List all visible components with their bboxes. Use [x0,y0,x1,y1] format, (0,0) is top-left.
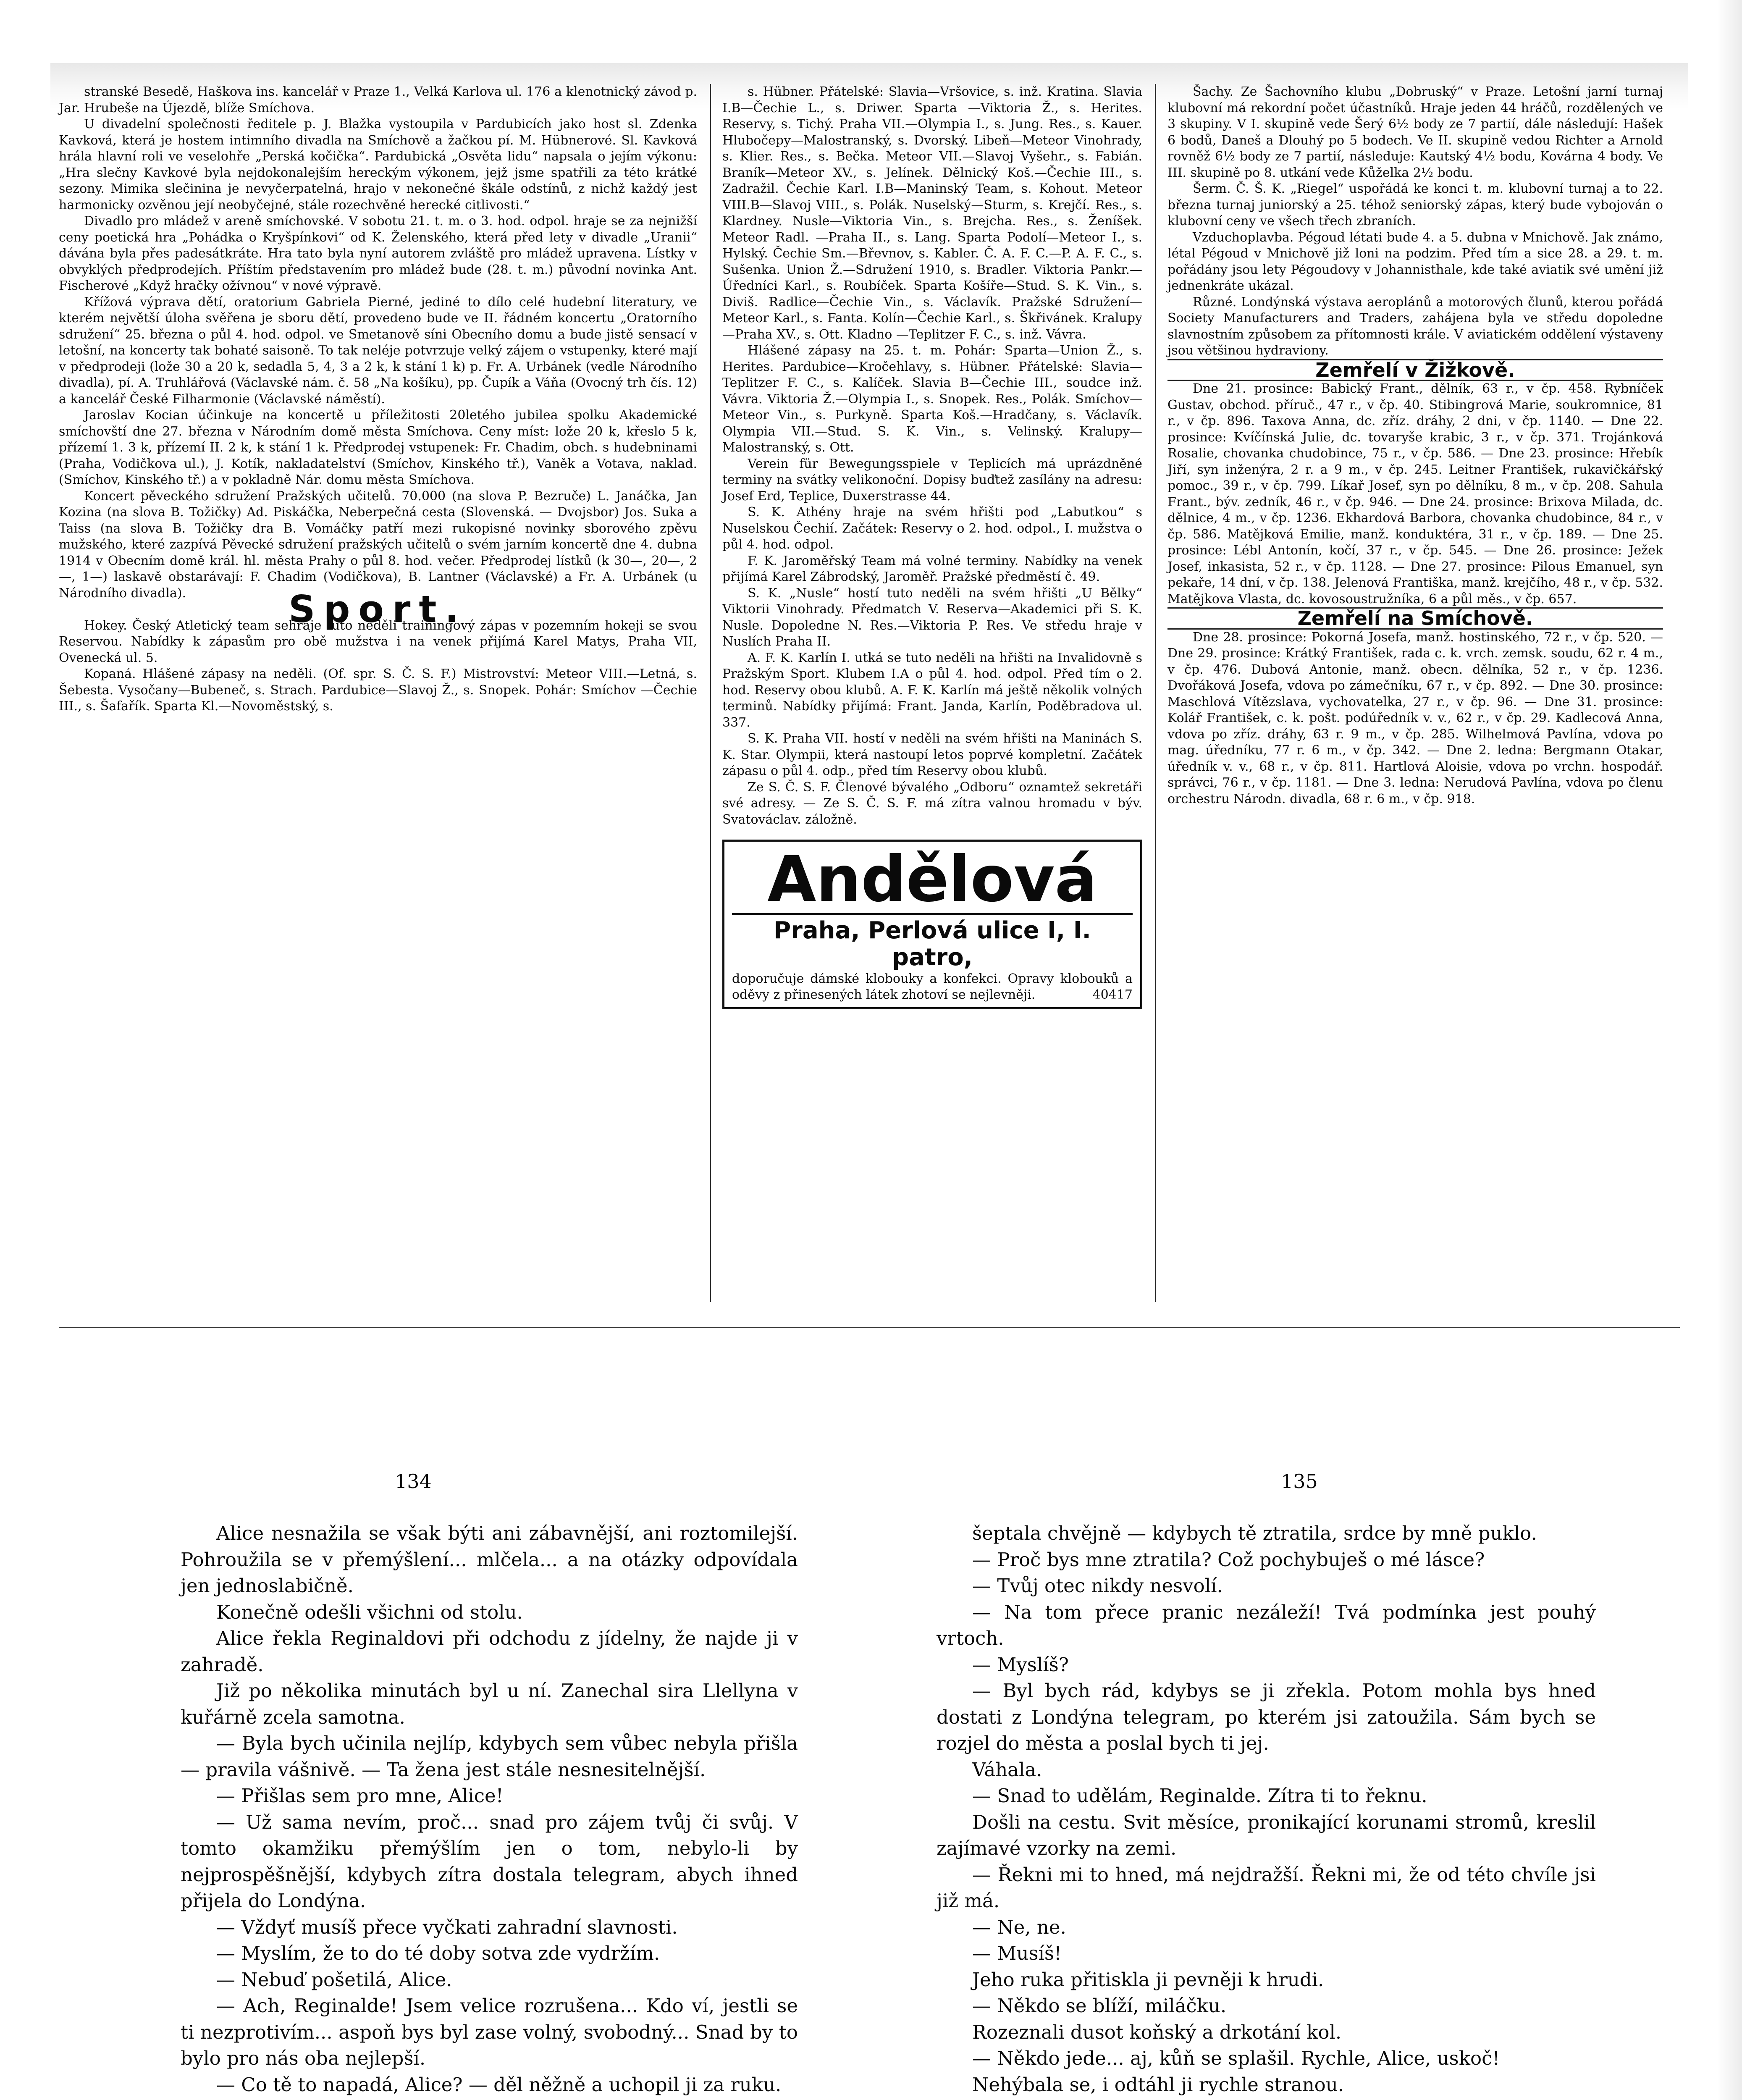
news-paragraph: Hokey. Český Atletický team sehraje tuto neděli trainingový zápas v pozemním hokeji se svou Reservou. Nabídky k zápasům pro obě mužstva i na venek přijímá Karel Matys, Praha VII, Ovenecká ul. 5. [59,618,697,665]
novel-paragraph: — Někdo jede... aj, kůň se splašil. Rychle, Alice, uskoč! [972,2047,1500,2069]
news-paragraph: Dne 28. prosince: Pokorná Josefa, manž. hostinského, 72 r., v čp. 520. — Dne 29. prosince: Krátký František, rada c. k. vrch. zemsk. soudu, 62 r. 4 m., v čp. 476. Dubová Antonie, manž. obecn. dělníka, 52 r., v čp. 1236. Dvořáková Josefa, vdova po zámečníku, 67 r., v čp. 892. — Dne 30. prosince: Maschlová Vítězslava, vychovatelka, 27 r., v čp. 96. — Dne 31. prosince: Kolář František, c. k. pošt. podúředník v. v., 62 r., v čp. 29. Kadlecová Anna, vdova po zříz. dráhy, 63 r. 9 m., v čp. 285. Wilhelmová Pavlína, vdova po mag. úředníku, 77 r. 6 m., v čp. 342. — Dne 2. ledna: Bergmann Otakar, úředník v. v., 68 r., v čp. 811. Hartlová Aloisie, vdova po vrchn. hospodář. správci, 76 r., v čp. 1181. — Dne 3. ledna: Nerudová Pavlína, vdova po členu orchestru Národn. divadla, 68 r. 6 m., v čp. 918. [1167,630,1663,806]
news-paragraph: S. K. „Nusle“ hostí tuto neděli na svém hřišti „U Bělky“ Viktorii Vinohrady. Předmatch V. Reserva—Akademici při S. K. Nusle. Dopoledne N. Res.—Viktoria P. Res. Ve středu hraje v Nuslích Praha II. [722,585,1142,649]
novel-page-left [181,1520,798,2100]
novel-paragraph: Konečně odešli všichni od stolu. [216,1601,523,1623]
news-paragraph: Různé. Londýnská výstava aeroplánů a motorových člunů, kterou pořádá Society Manufacturers and Traders, zahájena byla ve středu dopoledne slavnostním způsobem za přítomnosti krále. V aviatickém oddělení výstaveny jsou většinou hydraviony. [1167,294,1663,358]
novel-paragraph: — Přišlas sem pro mne, Alice! [216,1785,504,1807]
novel-paragraph: — Byla bych učinila nejlíp, kdybych sem vůbec nebyla přišla — pravila vášnivě. — Ta žena jest stále nesnesitelnější. [181,1732,798,1781]
news-paragraph: Ze S. Č. S. F. Členové bývalého „Odboru“ oznamtež sekretáři své adresy. — Ze S. Č. S. F. má zítra valnou hromadu v býv. Svatováclav. záložně. [722,780,1142,827]
novel-paragraph: — Byl bych rád, kdybys se ji zřekla. Potom mohla bys hned dostati z Londýna telegram, po kterém jsi zatoužila. Sám bych se rozjel do města a poslal bych ti jej. [937,1680,1596,1754]
news-paragraph: stranské Besedě, Haškova ins. kancelář v Praze 1., Velká Karlova ul. 176 a klenotnický závod p. Jar. Hrubeše na Újezdě, blíže Smíchova. [59,84,697,116]
novel-paragraph: — Řekni mi to hned, má nejdražší. Řekni mi, že od této chvíle jsi již má. [937,1863,1596,1912]
news-paragraph: A. F. K. Karlín I. utká se tuto neděli na hřišti na Invalidovně s Pražským Sport. Klubem I.A o půl 4. hod. odpol. Před tím o 2. hod. Reservy obou klubů. A. F. K. Karlín má ještě několik volných terminů. Nabídky přijímá: Frant. Janda, Karlín, Poděbradova ul. 337. [722,650,1142,730]
news-paragraph: Křížová výprava dětí, oratorium Gabriela Pierné, jediné to dílo celé hudební literatury, ve kterém největší úloha svěřena je sboru dětí, provedeno bude ve II. řádném koncertu „Oratorního sdružení“ 25. března o půl 4. hod. odpol. ve Smetanově síni Obecního domu a bude jistě sensací v letošní, na koncerty tak bohaté saisoně. To tak neléje potvrzuje velký zájem o vstupenky, které mají v předprodeji (lože 30 a 20 k, sedadla 5, 4, 3 a 2 k, k stání 1 k) p. Fr. A. Urbánek (vedle Národního divadla), pí. A. Truhlářová (Václavské nám. č. 58 „Na košíku), pp. Čupík a Váňa (Ovocný trh čís. 12) a kancelář České Filharmonie (Václavské náměstí). [59,294,697,407]
ad-body [732,971,1133,1003]
ad-brand-name: Andělová [767,843,1097,916]
news-paragraph: Divadlo pro mládež v areně smíchovské. V sobotu 21. t. m. o 3. hod. odpol. hraje se za nejnižší ceny poetická hra „Pohádka o Kryšpínkovi“ od K. Želenského, která před lety v divadle „Uranii“ dávána byla přes padesátkráte. Hra tato byla nyní autorem zvláště pro mládež upravena. Lístky v obvyklých předprodejích. Příštím představením pro mládež bude (28. t. m.) původní novinka Ant. Fischerové „Když hračky ožívnou“ v nové výpravě. [59,214,697,293]
page-number-left: 134 [395,1470,432,1493]
novel-paragraph: — Co tě to napadá, Alice? — děl něžně a uchopil ji za ruku. [216,2073,782,2096]
novel-paragraph: — Tvůj otec nikdy nesvolí. [972,1575,1223,1597]
novel-paragraph: Rozeznali dusot koňský a drkotání kol. [972,2021,1342,2043]
novel-paragraph: Alice nesnažila se však býti ani zábavnější, ani roztomilejší. Pohroužila se v přemýšlení... mlčela... a na otázky odpovídala jen jednoslabičně. [181,1522,798,1597]
news-paragraph: Vzduchoplavba. Pégoud létati bude 4. a 5. dubna v Mnichově. Jak známo, létal Pégoud v Mnichově již loni na podzim. Před tím a sice 28. a 29. t. m. pořádány jsou lety Pégoudovy v Johannisthale, kde také aviatik své umění již jednenkráte ukázal. [1167,230,1663,293]
novel-paragraph: Již po několika minutách byl u ní. Zanechal sira Llellyna v kuřárně zcela samotna. [181,1680,798,1728]
section-heading-deaths: Zemřelí na Smíchově. [1167,607,1663,630]
ad-text: doporučuje dámské klobouky a konfekci. Opravy klobouků a oděvy z přinesených látek zhotoví se nejlevněji. [732,971,1133,1002]
news-paragraph: Dne 21. prosince: Babický Frant., dělník, 63 r., v čp. 458. Rybníček Gustav, obchod. příruč., 47 r., v čp. 40. Stibingrová Marie, soukromnice, 81 r., v čp. 896. Taxova Anna, dc. zříz. dráhy, 2 dni, v čp. 1140. — Dne 22. prosince: Kvíčínská Julie, dc. tovaryše krabic, 3 r., v čp. 371. Trojánková Rosalie, chovanka chudobince, 75 r., v čp. 586. — Dne 23. prosince: Hřebík Jiří, syn inženýra, 2 r. a 9 m., v čp. 245. Leitner František, rukavičkářský pomoc., 39 r., v čp. 799. Líkař Josef, syn po dělníku, 8 m., v čp. 208. Sahula Frant., býv. zedník, 46 r., v čp. 946. — Dne 24. prosince: Brixova Milada, dc. dělnice, 4 m., v čp. 1236. Ekhardová Barbora, chovanka chudobince, 84 r., v čp. 586. Matějková Emilie, manž. konduktéra, 31 r., v čp. 189. — Dne 25. prosince: Lébl Antonín, kočí, 37 r., v čp. 545. — Dne 26. prosince: Ježek Josef, inkasista, 52 r., v čp. 1128. — Dne 27. prosince: Pilous Emanuel, syn pekaře, 14 dní, v čp. 138. Jelenová Františka, manž. krejčího, 48 r., v čp. 532. Matějkova Vlasta, dc. kovosoustružníka, 6 a půl měs., v čp. 657. [1167,381,1663,606]
section-heading-deaths: Zemřelí v Žižkově. [1167,359,1663,381]
ad-address: Praha, Perlová ulice I, I. patro, [732,913,1133,971]
novel-paragraph: Jeho ruka přitiskla ji pevněji k hrudi. [972,1968,1324,1991]
novel-paragraph: — Musíš! [972,1942,1062,1964]
newspaper-section [59,84,1680,1302]
column-2 [722,84,1142,1014]
advertisement-box [722,840,1142,1009]
novel-paragraph: — Myslíš? [972,1653,1069,1676]
news-paragraph: Verein für Bewegungsspiele v Teplicích má uprázdněné terminy na svátky velikonoční. Dopisy buďtež zasílány na adresu: Josef Erd, Teplice, Duxerstrasse 44. [722,456,1142,504]
novel-paragraph: Došli na cestu. Svit měsíce, pronikající korunami stromů, kreslil zajímavé vzorky na zemi. [937,1811,1596,1859]
ad-number: 40417 [1092,987,1133,1002]
page-number-right: 135 [1281,1470,1318,1493]
news-paragraph: Jaroslav Kocian účinkuje na koncertě u příležitosti 20letého jubilea spolku Akademické smíchovští dne 27. března v Národním domě města Smíchova. Ceny míst: lože 20 k, křeslo 5 k, přízemí 1. 3 k, přízemí II. 2 k, k stání 1 k. Předprodej vstupenek: Fr. Chadim, obch. s hudebninami (Praha, Vodičkova ul.), J. Kotík, nakladatelství (Smíchov, Kinského tř.), Vaněk a Votava, naklad. (Smíchov, Kinského tř.) a v pokladně Nár. domu města Smíchova. [59,408,697,487]
news-paragraph: F. K. Jaroměřský Team má volné terminy. Nabídky na venek přijímá Karel Zábrodský, Jaroměř. Pražské předměstí č. 49. [722,553,1142,584]
novel-paragraph: — Na tom přece pranic nezáleží! Tvá podmínka jest pouhý vrtoch. [937,1601,1596,1649]
novel-paragraph [937,2098,1596,2100]
section-divider [59,1327,1680,1328]
column-rule [1155,84,1156,1302]
column-rule [710,84,711,1302]
novel-paragraph: — Už sama nevím, proč... snad pro zájem tvůj či svůj. V tomto okamžiku přemýšlím jen o tom, nebylo-li by nejprospěšnější, kdybych zítra dostala telegram, abych ihned přijela do Londýna. [181,1811,798,1912]
novel-paragraph: — Myslím, že to do té doby sotva zde vydržím. [216,1942,660,1964]
column-1 [59,84,697,715]
news-paragraph: Hlášené zápasy na 25. t. m. Pohár: Sparta—Union Ž., s. Herites. Pardubice—Kročehlavy, s. Hübner. Přátelské: Slavia—Teplitzer F. C., s. Kalíček. Slavia B—Čechie III., soudce inž. Vávra. Viktoria Ž.—Olympia I., s. Snopek. Res., Polák. Smíchov—Meteor Vin., s. Purkyně. Sparta Koš.—Hradčany, s. Václavík. Olympia VII.—Stud. S. K. Vin., s. Velinský. Kralupy—Malostranský, s. Ott. [722,343,1142,455]
novel-paragraph: — Ne, ne. [972,1916,1066,1938]
news-paragraph: Kopaná. Hlášené zápasy na neděli. (Of. spr. S. Č. S. F.) Mistrovství: Meteor VIII.—Letná, s. Šebesta. Vysočany—Bubeneč, s. Strach. Pardubice—Slavoj Ž., s. Snopek. Pohár: Smíchov —Čechie III., s. Šafařík. Sparta Kl.—Novoměstský, s. [59,667,697,714]
news-paragraph: Koncert pěveckého sdružení Pražských učitelů. 70.000 (na slova P. Bezruče) L. Janáčka, Jan Kozina (na slova B. Tožičky) Ad. Piskáčka, Neberpečná cesta (Slovenská. — Dvojsbor) Jos. Suka a Taiss (na slova B. Tožičky dra B. Vomáčky patří mezi rukopisné novinky sborového zpěvu mužského, které zazpívá Pěvecké sdružení pražských učitelů o svém jarním koncertě dne 4. dubna 1914 v Obecním domě král. hl. města Prahy o půl 8. hod. večer. Předprodej lístků (k 30—, 20—, 2—, 1—) laskavě obstarávají: F. Chadim (Vodičkova), B. Lantner (Václavské) a Fr. A. Urbánek (u Národního divadla). [59,488,697,601]
section-heading-sport: Sport. [289,588,467,631]
column-3 [1167,84,1663,807]
novel-paragraph: — Nebuď pošetilá, Alice. [216,1968,452,1991]
novel-paragraph: — Někdo se blíží, miláčku. [972,1995,1227,2017]
scan-right-edge [1717,0,1742,2100]
novel-paragraph: Nehýbala se, i odtáhl ji rychle stranou. [972,2073,1344,2096]
novel-paragraph: — Snad to udělám, Reginalde. Zítra ti to řeknu. [972,1785,1427,1807]
novel-paragraph: Váhala. [972,1758,1042,1781]
news-paragraph: Šerm. Č. Š. K. „Riegel“ uspořádá ke konci t. m. klubovní turnaj a to 22. března turnaj juniorský a 25. téhož seniorský zápas, který bude vybojován o klubovní ceny ve všech třech zbraních. [1167,181,1663,228]
novel-paragraph: — Ach, Reginalde! Jsem velice rozrušena... Kdo ví, jestli se ti nezprotivím... aspoň bys byl zase volný, svobodný... Snad by to bylo pro nás oba nejlepší. [181,1995,798,2069]
novel-page-right [937,1520,1596,2100]
news-paragraph: s. Hübner. Přátelské: Slavia—Vršovice, s. inž. Kratina. Slavia I.B—Čechie L., s. Driwer. Sparta —Viktoria Ž., s. Herites. Reservy, s. Tichý. Praha VII.—Olympia I., s. Jung. Res., s. Kauer. Hlubočepy—Malostranský, s. Dvorský. Libeň—Meteor Vinohrady, s. Klier. Res., s. Bečka. Meteor VII.—Slavoj Vyšehr., s. Fabián. Braník—Meteor XV., s. Jelínek. Dělnický Koš.—Čechie III., s. Zadražil. Čechie Karl. I.B—Maninský Team, s. Kohout. Meteor VIII.B—Slavoj VIII., s. Polák. Nuselský—Sturm, s. Krejčí. Res., s. Klardney. Nusle—Viktoria Vin., s. Brejcha. Res., s. Ženíšek. Meteor Radl. —Praha II., s. Lang. Sparta Podolí—Meteor I., s. Hylský. Čechie Sm.—Břevnov, s. Kabler. Č. A. F. C.—P. A. F. C., s. Sušenka. Union Ž.—Sdružení 1910, s. Bradler. Viktoria Pankr.—Úředníci Karl., s. Roubíček. Sparta Košíře—Stud. S. K. Vin., s. Diviš. Radlice—Čechie Vin., s. Václavík. Pražské Sdružení—Meteor Karl., s. Fanta. Kolín—Čechie Karl., s. Škřivánek. Kralupy—Praha XV., s. Ott. Kladno —Teplitzer F. C., s. inž. Vávra. [722,84,1142,342]
news-paragraph: S. K. Athény hraje na svém hřišti pod „Labutkou“ s Nuselskou Čechií. Začátek: Reservy o 2. hod. odpol., I. mužstva o půl 4. hod. odpol. [722,505,1142,552]
novel-paragraph: šeptala chvějně — kdybych tě ztratila, srdce by mně puklo. [972,1522,1537,1544]
news-paragraph: U divadelní společnosti ředitele p. J. Blažka vystoupila v Pardubicích jako host sl. Zdenka Kavková, která je hostem intimního divadla na Smíchově a žačkou pí. M. Hübnerové. Sl. Kavková hrála hlavní roli ve veselohře „Perská kočička“. Pardubická „Osvěta lidu“ napsala o jejím výkonu: „Hra slečny Kavkové byla nejdokonalejším hereckým výkonem, jejž jsme spatřili za této krátké sezony. Mimika slečinina je nevyčerpatelná, hrajo v nekonečné škále odstínů, z nichž každý jest harmonicky ozvěnou její neobyčejné, stále rozechvěné herecké citlivosti.“ [59,117,697,213]
news-paragraph: S. K. Praha VII. hostí v neděli na svém hřišti na Maninách S. K. Star. Olympii, která nastoupí letos poprvé kompletní. Začátek zápasu o půl 4. odp., před tím Reservy obou klubů. [722,731,1142,778]
novel-paragraph [181,2098,798,2100]
news-paragraph: Šachy. Ze Šachovního klubu „Dobruský“ v Praze. Letošní jarní turnaj klubovní má rekordní počet účastníků. Hraje jeden 44 hráčů, rozdělených ve 3 skupiny. V I. skupině vede Šerý 6½ body ze 7 partií, dále následují: Hašek 6 bodů, Daneš a Dlouhý po 5 bodech. Ve II. skupině vedou Richter a Arnold rovněž 6½ body ze 7 partií, následuje: Kautský 4½ bodu, Kovárna 4 body. Ve III. skupině po 8. utkání vede Kůželka 2½ bodu. [1167,84,1663,180]
column-2-text [722,84,1142,828]
novel-paragraph: — Proč bys mne ztratila? Což pochybuješ o mé lásce? [972,1548,1485,1571]
novel-paragraph: — Vždyť musíš přece vyčkati zahradní slavnosti. [216,1916,678,1938]
novel-paragraph: Alice řekla Reginaldovi při odchodu z jídelny, že najde ji v zahradě. [181,1627,798,1676]
